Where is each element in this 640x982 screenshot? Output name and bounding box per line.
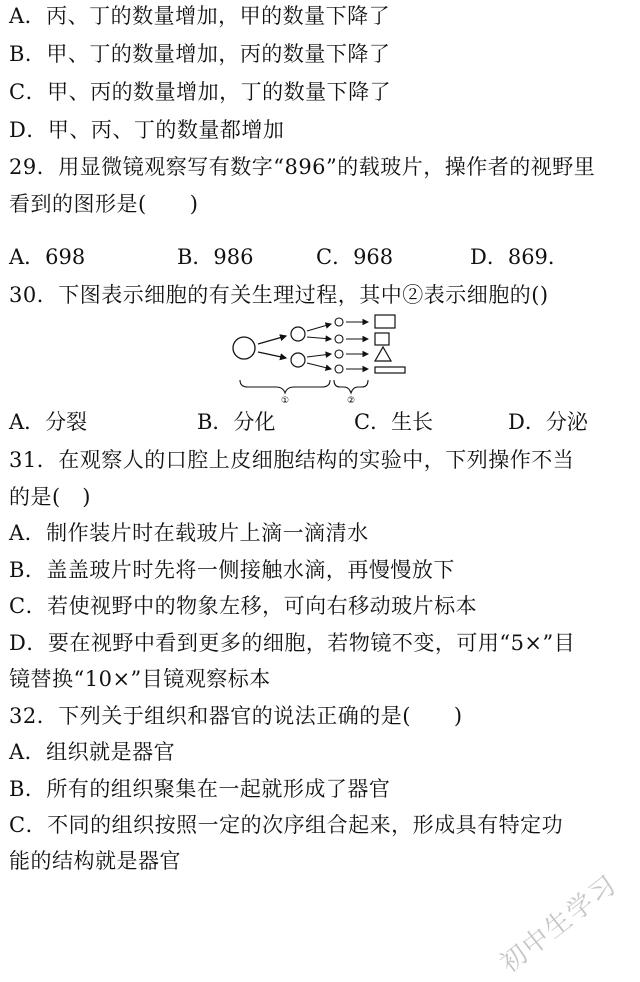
q31-option-d: D．要在视野中看到更多的细胞，若物镜不变，可用“5×”目: [9, 631, 576, 655]
q28-option-c: C．甲、丙的数量增加，丁的数量下降了: [9, 80, 392, 104]
cell-process-diagram: [228, 312, 428, 404]
q32-option-c-cont: 能的结构就是器官: [9, 849, 181, 873]
tissue-triangle-shape: [375, 347, 391, 361]
q29-stem-line2: 看到的图形是( ): [9, 192, 199, 216]
q31-option-c: C．若使视野中的物象左移，可向右移动玻片标本: [9, 594, 478, 618]
q32-option-c: C．不同的组织按照一定的次序组合起来，形成具有特定功: [9, 813, 564, 837]
q32-stem: 32．下列关于组织和器官的说法正确的是( ): [9, 704, 463, 728]
label-2: ②: [346, 396, 356, 404]
q31-option-a: A．制作装片时在载玻片上滴一滴清水: [9, 521, 369, 545]
daughter-cell-shape: [291, 327, 305, 341]
q31-stem-line2: 的是( ): [9, 485, 91, 509]
parent-cell-shape: [233, 337, 255, 359]
q28-option-b: B．甲、丁的数量增加，丙的数量下降了: [9, 42, 391, 66]
q30-option-d: D．分泌: [508, 410, 588, 434]
q30-stem: 30．下图表示细胞的有关生理过程，其中②表示细胞的(): [9, 283, 549, 307]
q29-stem-line1: 29．用显微镜观察写有数字“896”的载玻片，操作者的视野里: [9, 155, 596, 179]
q29-option-d: D．869．: [470, 245, 569, 269]
q28-option-d: D．甲、丙、丁的数量都增加: [9, 118, 285, 142]
brace-1: [240, 380, 330, 393]
q30-option-a: A．分裂: [9, 410, 88, 434]
q32-option-b: B．所有的组织聚集在一起就形成了器官: [9, 777, 391, 801]
q31-stem-line1: 31．在观察人的口腔上皮细胞结构的实验中，下列操作不当: [9, 448, 575, 472]
brace-2: [334, 380, 368, 393]
q29-option-b: B．986: [177, 245, 254, 269]
q28-option-a: A．丙、丁的数量增加，甲的数量下降了: [9, 4, 391, 28]
q30-option-b: B．分化: [197, 410, 276, 434]
tissue-square-shape: [375, 315, 395, 328]
q32-option-a: A．组织就是器官: [9, 740, 176, 764]
q29-option-a: A．698: [9, 245, 86, 269]
daughter-cell-shape: [291, 353, 305, 367]
label-1: ①: [280, 396, 290, 404]
q29-option-c: C．968: [316, 245, 394, 269]
watermark: 初中生学习: [494, 869, 624, 980]
q30-option-c: C．生长: [354, 410, 434, 434]
q31-option-d-cont: 镜替换“10×”目镜观察标本: [9, 667, 271, 691]
q31-option-b: B．盖盖玻片时先将一侧接触水滴，再慢慢放下: [9, 558, 455, 582]
tissue-small-square-shape: [375, 333, 389, 345]
tissue-bar-shape: [375, 367, 405, 373]
